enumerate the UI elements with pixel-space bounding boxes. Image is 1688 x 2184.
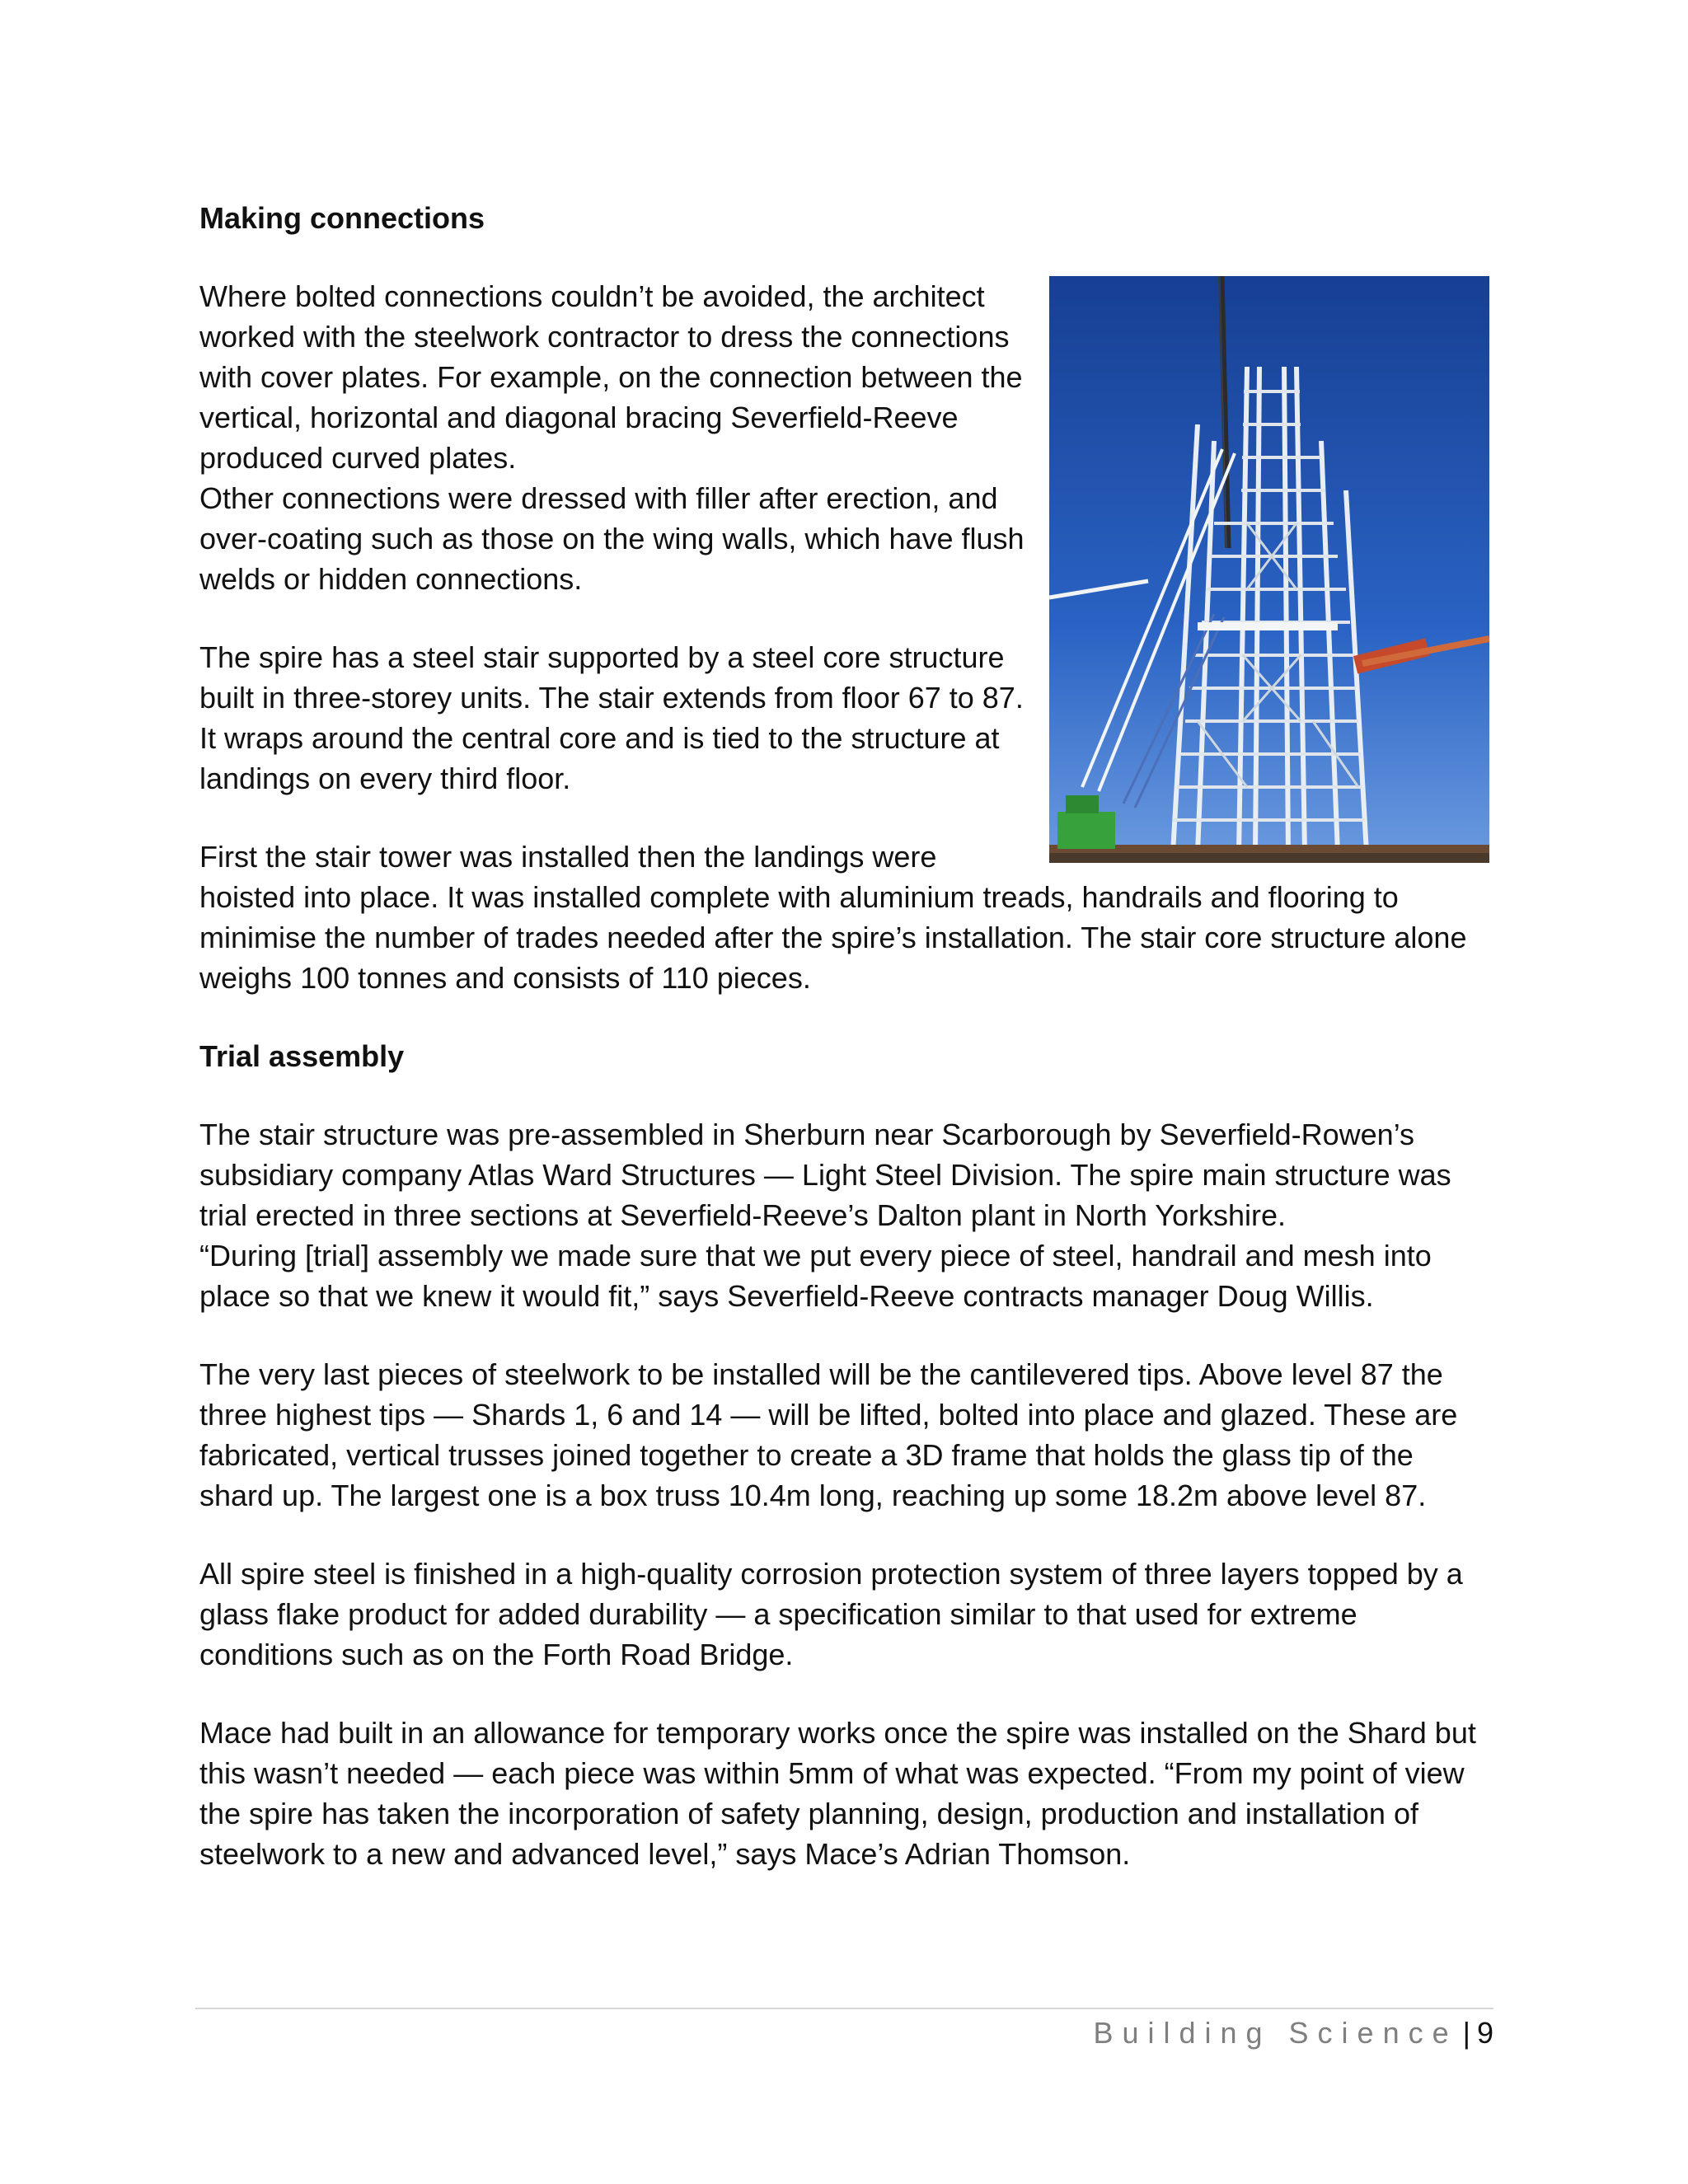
making-connections-paragraph-1: Where bolted connections couldn’t be avoided, the architect worked with the steelwork contractor to dress the connections with cover plates. For example, on the connection between the vertical, horizontal and diagonal bracing Severfield-Reeve produced curved plates.	[199, 279, 1023, 475]
trial-assembly-paragraph-1b: “During [trial] assembly we made sure that we put every piece of steel, handrail and mesh into place so that we knew it would fit,” says Severfield-Reeve contracts manager Doug Willis.	[199, 1239, 1432, 1313]
footer-title: Building Science	[1093, 2016, 1458, 2050]
making-connections-paragraph-1b: Other connections were dressed with filler after erection, and over-coating such as those on the wing walls, which have flush welds or hidden connections.	[199, 481, 1025, 596]
making-connections-paragraph-2: The spire has a steel stair supported by a steel core structure built in three-storey units. The stair extends from floor 67 to 87. It wraps around the central core and is tied to the structure at landings on every third floor.	[199, 640, 1024, 795]
trial-assembly-paragraph-1: The stair structure was pre-assembled in Sherburn near Scarborough by Severfield-Rowen’s subsidiary company Atlas Ward Structures — Light Steel Division. The spire main structure was trial erected in three sections at Severfield-Reeve’s Dalton plant in North Yorkshire.	[199, 1118, 1451, 1232]
page-number: 9	[1476, 2016, 1493, 2050]
trial-assembly-paragraph-2: The very last pieces of steelwork to be installed will be the cantilevered tips. Above level 87 the three highest tips — Shards 1, 6 and 14 — will be lifted, bolted into place and glazed. These are fabricated, vertical trusses joined together to create a 3D frame that holds the glass tip of the shard up. The largest one is a box truss 10.4m long, reaching up some 18.2m above level 87.	[199, 1357, 1458, 1512]
section-heading-making-connections: Making connections	[199, 201, 485, 235]
article-body	[199, 198, 1489, 1874]
spire-photo-illustration	[1049, 276, 1489, 863]
footer-divider	[195, 2008, 1493, 2009]
making-connections-paragraph-3: First the stair tower was installed then the landings were hoisted into place. It was installed complete with aluminium treads, handrails and flooring to minimise the number of trades needed after the spire’s installation. The stair core structure alone weighs 100 tonnes and consists of 110 pieces.	[199, 840, 1467, 995]
trial-assembly-paragraph-4: Mace had built in an allowance for temporary works once the spire was installed on the Shard but this wasn’t needed — each piece was within 5mm of what was expected. “From my point of view the spire has taken the incorporation of safety planning, design, production and installation of steelwork to a new and advanced level,” says Mace’s Adrian Thomson.	[199, 1716, 1476, 1871]
trial-assembly-paragraph-3: All spire steel is finished in a high-quality corrosion protection system of three layers topped by a glass flake product for added durability — a specification similar to that used for extreme conditions such as on the Forth Road Bridge.	[199, 1557, 1463, 1671]
section-heading-trial-assembly: Trial assembly	[199, 1039, 405, 1073]
page-footer	[1093, 2013, 1493, 2054]
spire-construction-photo	[1049, 276, 1489, 863]
footer-separator: |	[1462, 2016, 1470, 2050]
